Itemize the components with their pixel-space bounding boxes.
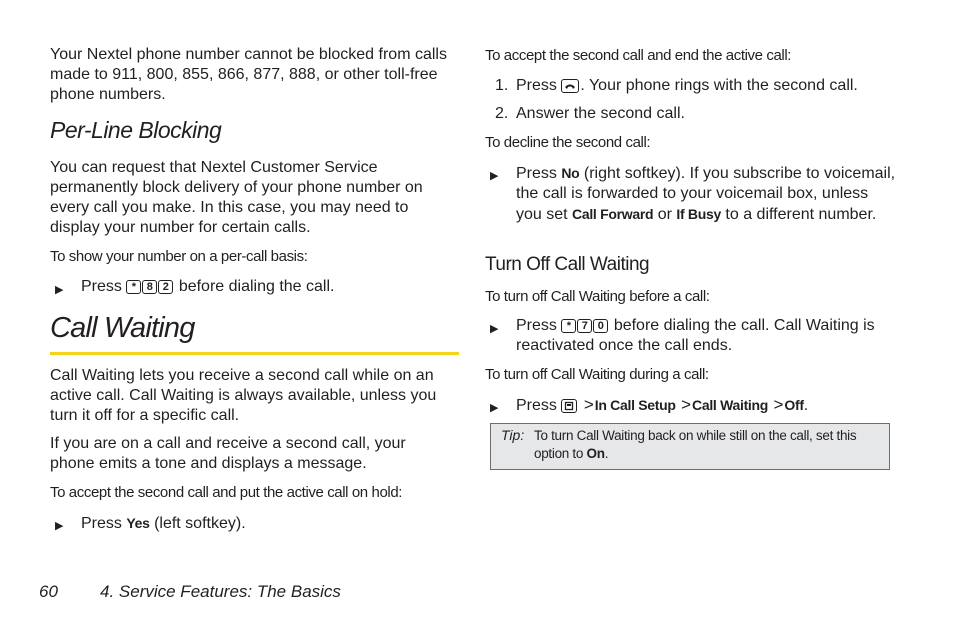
- bullet-arrow-icon: ▶: [490, 323, 499, 335]
- bullet-arrow-icon: ▶: [490, 170, 499, 182]
- step-number: 2.: [495, 105, 509, 122]
- menu-separator-icon: >: [681, 395, 692, 414]
- call-waiting-heading: Call Waiting: [50, 312, 195, 344]
- end-call-lead: To accept the second call and end the active call:: [485, 47, 792, 64]
- menu-key-icon: [561, 399, 577, 413]
- press-label: Press: [81, 515, 122, 532]
- press-label: Press: [516, 317, 557, 334]
- yes-softkey-label: Yes: [126, 515, 150, 531]
- menu-path-off: Off: [784, 397, 804, 413]
- press-label: Press: [516, 165, 557, 182]
- press-label: Press: [81, 278, 122, 295]
- star-key-icon: *: [561, 319, 576, 333]
- key-8-icon: 8: [142, 280, 157, 294]
- step-text: before dialing the call.: [178, 278, 335, 295]
- turn-off-call-waiting-heading: Turn Off Call Waiting: [485, 254, 650, 275]
- per-line-blocking-heading: Per-Line Blocking: [50, 117, 222, 143]
- bullet-arrow-icon: ▶: [55, 284, 64, 296]
- step-number: 1.: [495, 77, 509, 94]
- section-title: 4. Service Features: The Basics: [100, 582, 341, 601]
- tip-box: [490, 423, 890, 470]
- menu-path-in-call-setup: In Call Setup: [594, 397, 676, 413]
- per-line-paragraph: You can request that Nextel Customer Service permanently block delivery of your phone number on every call you make. In this case, you may need to display your number for certain calls.: [50, 159, 423, 236]
- press-label: Press: [516, 77, 557, 94]
- bullet-arrow-icon: ▶: [490, 402, 499, 414]
- hold-lead: To accept the second call and put the active call on hold:: [50, 484, 403, 501]
- call-forward-label: Call Forward: [572, 206, 654, 222]
- show-number-step: [50, 277, 455, 297]
- tip-on-value: On: [586, 446, 605, 461]
- heading-rule: [50, 352, 459, 355]
- step-text: before dialing the call. Call Waiting is reactivated once the call ends.: [516, 317, 875, 354]
- during-call-lead: To turn off Call Waiting during a call:: [485, 366, 709, 383]
- page-number: 60: [39, 582, 58, 601]
- blocking-intro: Your Nextel phone number cannot be blocked from calls made to 911, 800, 855, 866, 877, 888, or other toll-free phone numbers.: [50, 46, 447, 103]
- menu-path-call-waiting: Call Waiting: [692, 397, 769, 413]
- step-1: [485, 76, 890, 96]
- menu-separator-icon: >: [583, 395, 594, 414]
- press-label: Press: [516, 397, 557, 414]
- decline-lead: To decline the second call:: [485, 134, 651, 151]
- tip-text: [534, 427, 884, 463]
- period: .: [803, 397, 809, 414]
- decline-step: [485, 163, 896, 225]
- or-text: or: [657, 206, 672, 223]
- before-call-lead: To turn off Call Waiting before a call:: [485, 288, 710, 305]
- star-key-icon: *: [126, 280, 141, 294]
- menu-separator-icon: >: [773, 395, 784, 414]
- bullet-arrow-icon: ▶: [55, 520, 64, 532]
- tip-period: .: [604, 446, 609, 461]
- key-7-icon: 7: [577, 319, 592, 333]
- step-text: Answer the second call.: [516, 105, 685, 122]
- step-text: (left softkey).: [154, 515, 246, 532]
- hold-step: [50, 513, 455, 534]
- call-waiting-para-2: If you are on a call and receive a second call, your phone emits a tone and displays a message.: [50, 435, 406, 472]
- no-softkey-label: No: [561, 165, 580, 181]
- step-text: to a different number.: [725, 206, 877, 223]
- talk-key-icon: [561, 79, 579, 93]
- step-text: . Your phone rings with the second call.: [580, 77, 858, 94]
- before-call-step: [485, 316, 891, 356]
- step-2: [485, 104, 890, 124]
- if-busy-label: If Busy: [676, 206, 721, 222]
- key-2-icon: 2: [158, 280, 173, 294]
- call-waiting-para-1: Call Waiting lets you receive a second call while on an active call. Call Waiting is always available, unless you turn it off for a specific call.: [50, 367, 437, 424]
- show-number-lead: To show your number on a per-call basis:: [50, 248, 308, 265]
- key-0-icon: 0: [593, 319, 608, 333]
- tip-label: Tip:: [501, 427, 525, 443]
- during-call-step: [485, 395, 921, 416]
- step-text: (right softkey). If you subscribe to voicemail, the call is forwarded to your voicemail box, unless you set: [516, 165, 896, 223]
- tip-body: To turn Call Waiting back on while still on the call, set this option to: [534, 428, 857, 461]
